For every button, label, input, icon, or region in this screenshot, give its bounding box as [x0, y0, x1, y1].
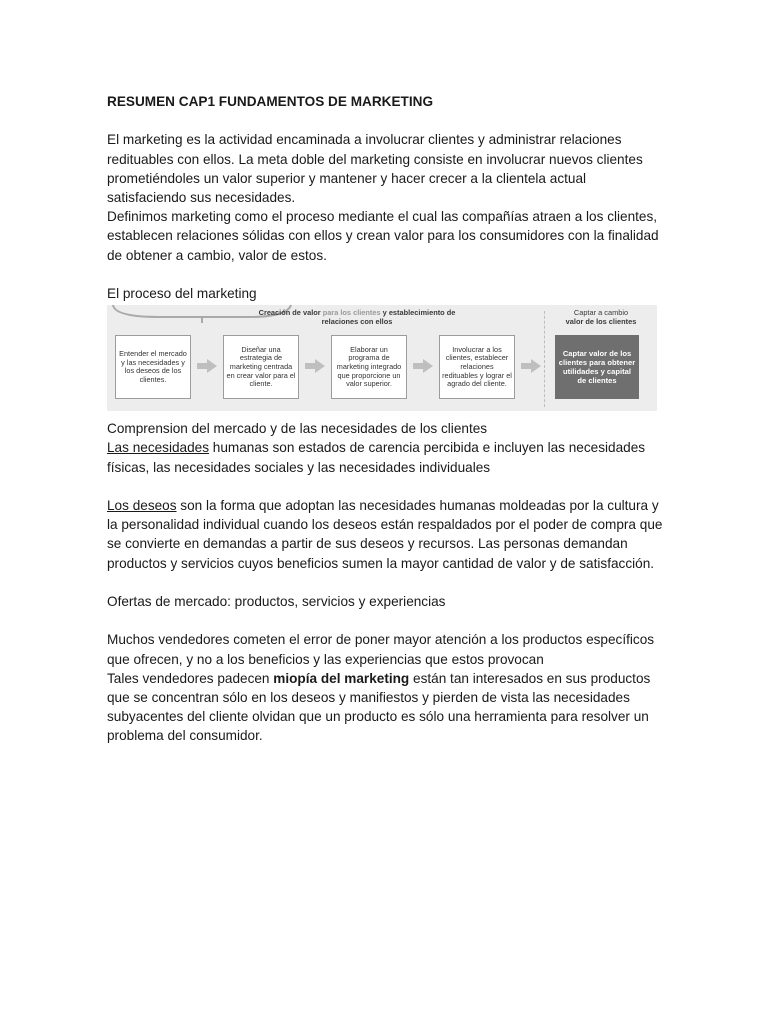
- arrow-right-icon: [413, 359, 433, 373]
- arrow-right-icon: [197, 359, 217, 373]
- diagram-header-capture-value: Captar a cambio valor de los clientes: [565, 308, 637, 326]
- step-capture-value: Captar valor de los clientes para obtener utilidades y capital de clientes: [555, 335, 639, 399]
- term-needs: Las necesidades: [107, 440, 210, 456]
- marketing-process-diagram: [107, 305, 657, 411]
- paragraph-sellers-error: Muchos vendedores cometen el error de poner mayor atención a los productos específicos que ofrecen, y no a los beneficios y las experiencias que estos provocan: [107, 632, 655, 667]
- step-engage-customers: Involucrar a los clientes, establecer relaciones redituables y lograr el agrado del cliente.: [439, 335, 515, 399]
- step-understand-market: Entender el mercado y las necesidades y los deseos de los clientes.: [115, 335, 191, 399]
- process-label: El proceso del marketing: [107, 286, 257, 301]
- document-title: RESUMEN CAP1 FUNDAMENTOS DE MARKETING: [107, 94, 434, 109]
- diagram-divider: [544, 311, 545, 407]
- section-heading-market: Comprension del mercado y de las necesidades de los clientes: [107, 421, 488, 437]
- term-marketing-myopia: miopía del marketing: [273, 670, 410, 686]
- step-build-program: Elaborar un programa de marketing integrado que proporcione un valor superior.: [331, 335, 407, 399]
- paragraph-wants: Los deseos son la forma que adoptan las necesidades humanas moldeadas por la cultura y la personalidad individual cuando los deseos están respaldados por el poder de compra que se convierte en demandas a partir de sus deseos y recursos. Las personas demandan productos y servicios cuyos beneficios sumen la mayor cantidad de valor y de satisfacción.: [107, 498, 663, 571]
- arrow-right-icon: [521, 359, 541, 373]
- paragraph-marketing-myopia: Tales vendedores padecen miopía del marketing están tan interesados en sus productos que se concentran sólo en los deseos y manifiestos y pierden de vista las necesidades subyacentes del cliente olvidan que un producto es sólo una herramienta para resolver un problema del consumidor.: [107, 670, 651, 744]
- term-wants: Los deseos: [107, 498, 177, 513]
- paragraph-definition: El marketing es la actividad encaminada a involucrar clientes y administrar relaciones redituables con ellos. La meta doble del marketing consiste en involucrar nuevos clientes prometiéndoles un valor superior y mantener y hacer crecer a la clientela actual satisfaciendo sus necesidades.: [107, 132, 643, 205]
- paragraph-definition-2: Definimos marketing como el proceso mediante el cual las compañías atraen a los clientes, establecen relaciones sólidas con ellos y crean valor para los consumidores con la finalidad de obtener a cambio, valor de estos.: [107, 209, 659, 263]
- diagram-header-create-value: Creación de valor para los clientes y establecimiento de relaciones con ellos: [258, 308, 456, 326]
- document-page: [107, 92, 667, 746]
- step-design-strategy: Diseñar una estrategia de marketing centrada en crear valor para el cliente.: [223, 335, 299, 399]
- arrow-right-icon: [305, 359, 325, 373]
- section-heading-offers: Ofertas de mercado: productos, servicios y experiencias: [107, 594, 446, 609]
- paragraph-needs: Las necesidades humanas son estados de carencia percibida e incluyen las necesidades físicas, las necesidades sociales y las necesidades individuales: [107, 440, 646, 475]
